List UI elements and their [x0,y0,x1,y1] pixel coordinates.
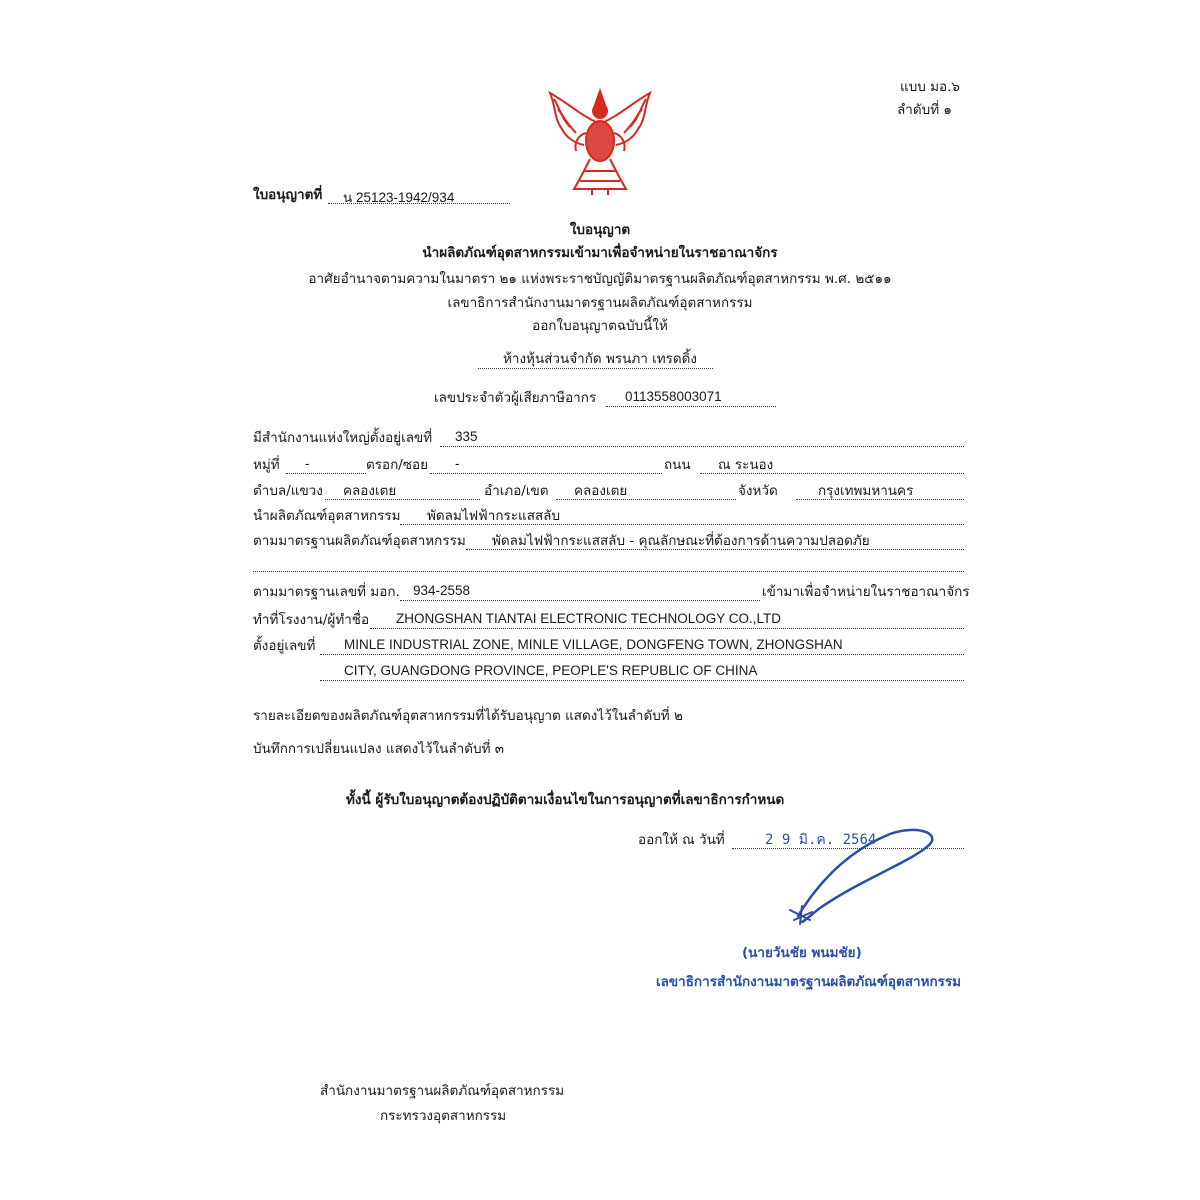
province-value: กรุงเทพมหานคร [818,483,914,499]
manufacturer-label: ทำที่โรงงาน/ผู้ทำชื่อ [253,612,370,628]
standard-label: ตามมาตรฐานผลิตภัณฑ์อุตสาหกรรม [253,533,466,549]
footer-ministry: กระทรวงอุตสาหกรรม [380,1108,507,1124]
title-line5: ออกใบอนุญาตฉบับนี้ให้ [532,318,668,334]
tax-id-value: 0113558003071 [625,389,722,404]
details-note: รายละเอียดของผลิตภัณฑ์อุตสาหกรรมที่ได้รับอนุญาต แสดงไว้ในลำดับที่ ๒ [253,708,683,724]
garuda-emblem-icon [540,85,660,197]
page-order: ลำดับที่ ๑ [897,102,952,118]
license-number-label: ใบอนุญาตที่ [253,187,323,203]
title-line1: ใบอนุญาต [569,222,631,238]
issue-date-value: 2 9 มิ.ค. 2564 [765,832,877,848]
form-code: แบบ มอ.๖ [900,79,960,95]
signature-icon [780,820,950,930]
title-line4: เลขาธิการสำนักงานมาตรฐานผลิตภัณฑ์อุตสาหกรรม [447,295,753,311]
province-label: จังหวัด [738,483,778,499]
standard-value: พัดลมไฟฟ้ากระแสสลับ - คุณลักษณะที่ต้องการด้านความปลอดภัย [492,533,870,549]
tax-id-label: เลขประจำตัวผู้เสียภาษีอากร [434,390,597,406]
import-label: นำผลิตภัณฑ์อุตสาหกรรม [253,508,401,524]
issue-date-label: ออกให้ ณ วันที่ [638,832,725,848]
std-no-suffix: เข้ามาเพื่อจำหน่ายในราชอาณาจักร [762,584,970,600]
manufacturer-addr-line2: CITY, GUANGDONG PROVINCE, PEOPLE'S REPUBLIC OF CHINA [344,663,758,678]
signatory-title: เลขาธิการสำนักงานมาตรฐานผลิตภัณฑ์อุตสาหกรรม [656,974,962,990]
soi-value: - [455,456,460,471]
condition-note: ทั้งนี้ ผู้รับใบอนุญาตต้องปฏิบัติตามเงื่อนไขในการอนุญาตที่เลขาธิการกำหนด [346,792,785,808]
moo-value: - [305,456,310,471]
licensee-name: ห้างหุ้นส่วนจำกัด พรนภา เทรดดิ้ง [502,351,697,367]
manufacturer-addr-label: ตั้งอยู่เลขที่ [253,638,316,654]
moo-label: หมู่ที่ [253,457,280,473]
manufacturer-name: ZHONGSHAN TIANTAI ELECTRONIC TECHNOLOGY CO.,LTD [396,611,782,626]
changes-note: บันทึกการเปลี่ยนแปลง แสดงไว้ในลำดับที่ ๓ [253,741,504,757]
road-value: ณ ระนอง [718,457,774,473]
office-label: มีสำนักงานแห่งใหญ่ตั้งอยู่เลขที่ [253,430,433,446]
soi-label: ตรอก/ซอย [366,457,429,473]
import-value: พัดลมไฟฟ้ากระแสสลับ [427,508,561,524]
license-number-value: น 25123-1942/934 [343,190,455,205]
road-label: ถนน [664,457,691,473]
signatory-name: (นายวันชัย พนมชัย) [742,945,862,961]
office-value: 335 [455,429,478,444]
std-no-label: ตามมาตรฐานเลขที่ มอก. [253,584,400,600]
title-line2: นำผลิตภัณฑ์อุตสาหกรรมเข้ามาเพื่อจำหน่ายในราชอาณาจักร [422,245,778,261]
footer-agency: สำนักงานมาตรฐานผลิตภัณฑ์อุตสาหกรรม [320,1083,565,1099]
std-no-value: 934-2558 [413,583,471,598]
tambon-value: คลองเตย [343,483,397,499]
amphoe-label: อำเภอ/เขต [484,483,549,499]
title-line3: อาศัยอำนาจตามความในมาตรา ๒๑ แห่งพระราชบัญญัติมาตรฐานผลิตภัณฑ์อุตสาหกรรม พ.ศ. ๒๕๑๑ [308,271,892,287]
manufacturer-addr-line1: MINLE INDUSTRIAL ZONE, MINLE VILLAGE, DONGFENG TOWN, ZHONGSHAN [344,637,843,652]
amphoe-value: คลองเตย [574,483,628,499]
tambon-label: ตำบล/แขวง [253,483,323,499]
